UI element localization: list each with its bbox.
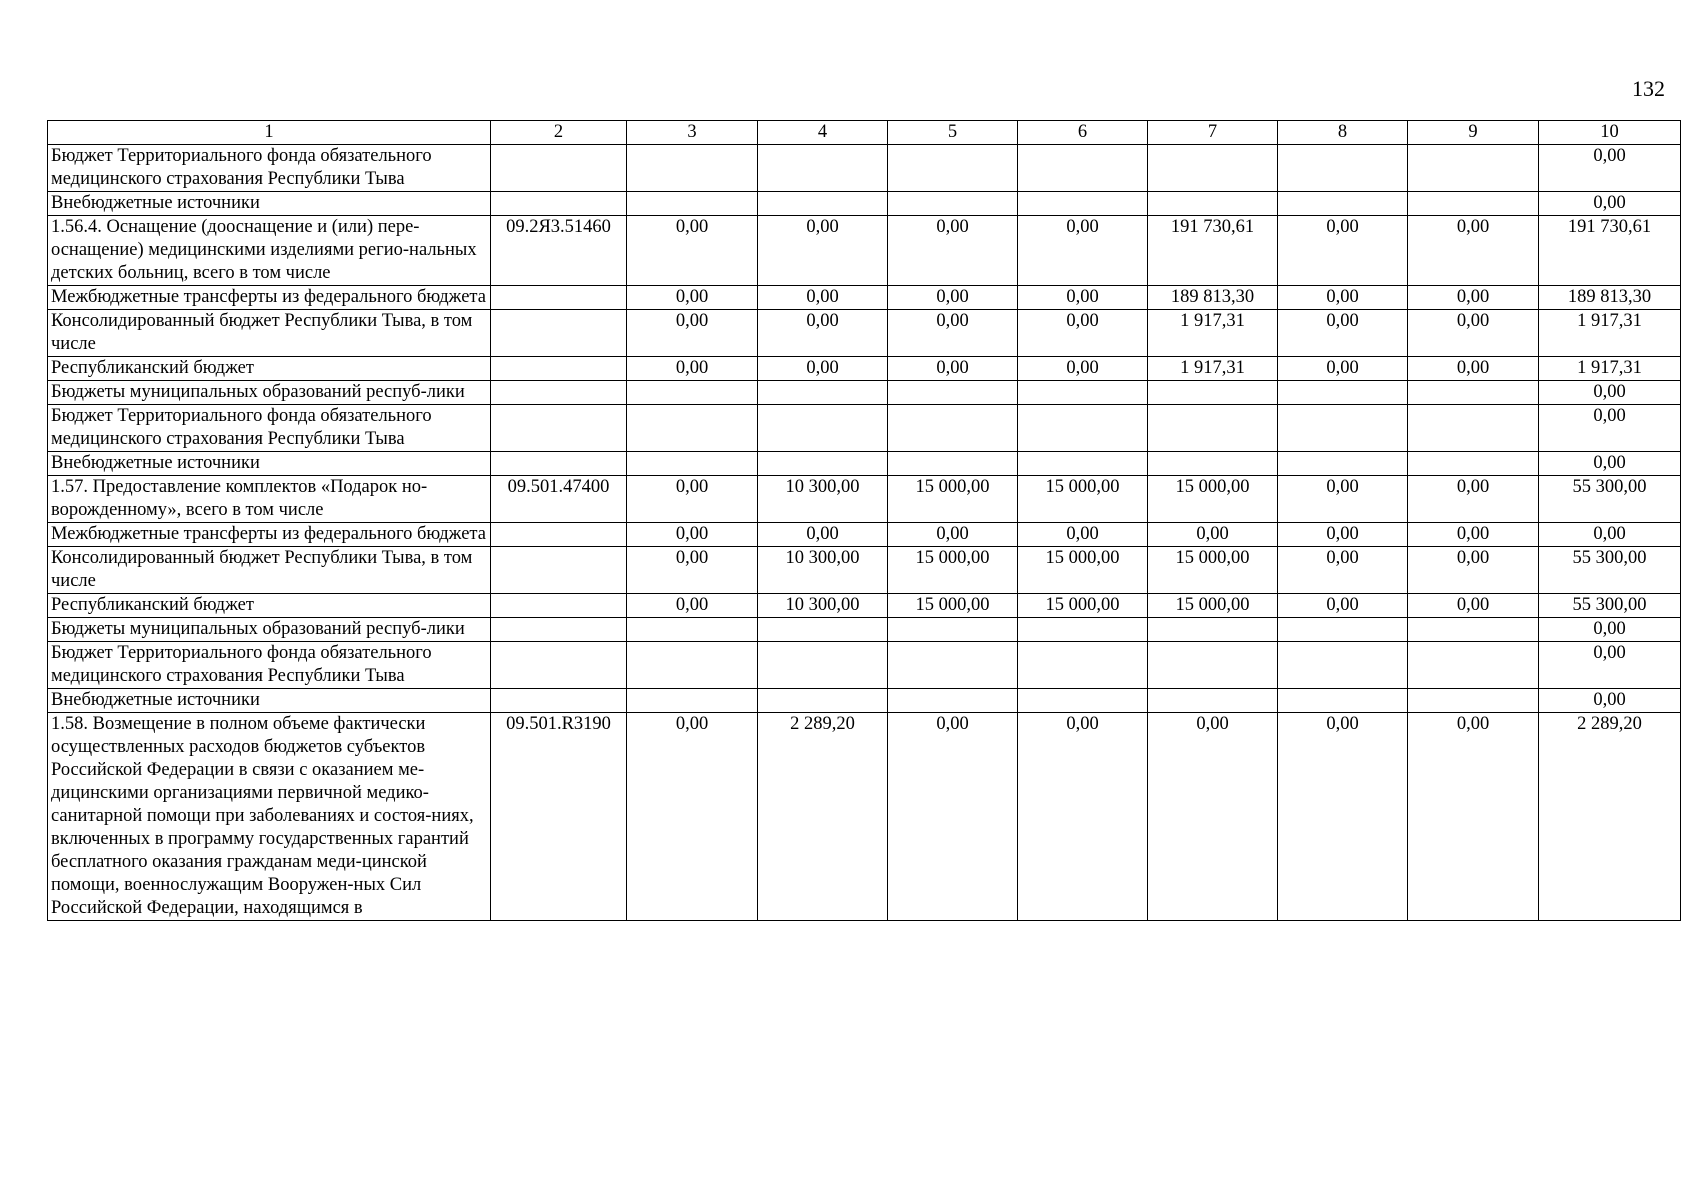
- budget-code-cell: 09.501.R3190: [491, 713, 627, 921]
- row-name-cell: Бюджет Территориального фонда обязательного медицинского страхования Республики Тыва: [48, 642, 491, 689]
- value-cell: 0,00: [1408, 216, 1539, 286]
- budget-code-cell: [491, 452, 627, 476]
- value-cell: 189 813,30: [1148, 286, 1278, 310]
- column-number-header-row: [48, 121, 1681, 145]
- total-cell: 0,00: [1539, 145, 1681, 192]
- column-header: 1: [48, 121, 491, 145]
- row-name-cell: 1.58. Возмещение в полном объеме фактически осуществленных расходов бюджетов субъектов Российской Федерации в связи с оказанием ме-дицинскими организациями первичной медико-санитарной помощи при заболеваниях и состоя-ниях, включенных в программу государственных гарантий бесплатного оказания гражданам меди-цинской помощи, военнослужащим Вооружен-ных Сил Российской Федерации, находящимся в: [48, 713, 491, 921]
- column-header: 7: [1148, 121, 1278, 145]
- budget-code-cell: [491, 405, 627, 452]
- column-header: 9: [1408, 121, 1539, 145]
- value-cell: 0,00: [1408, 594, 1539, 618]
- value-cell: [627, 192, 758, 216]
- value-cell: [1148, 618, 1278, 642]
- value-cell: [1408, 192, 1539, 216]
- table-row: [48, 689, 1681, 713]
- table-row: [48, 547, 1681, 594]
- value-cell: 0,00: [758, 523, 888, 547]
- value-cell: 0,00: [888, 713, 1018, 921]
- value-cell: 0,00: [888, 310, 1018, 357]
- value-cell: 0,00: [627, 713, 758, 921]
- value-cell: [1408, 405, 1539, 452]
- value-cell: [888, 405, 1018, 452]
- value-cell: [1018, 405, 1148, 452]
- total-cell: 189 813,30: [1539, 286, 1681, 310]
- budget-code-cell: [491, 689, 627, 713]
- value-cell: 0,00: [627, 286, 758, 310]
- budget-code-cell: [491, 594, 627, 618]
- value-cell: [1408, 452, 1539, 476]
- total-cell: 2 289,20: [1539, 713, 1681, 921]
- total-cell: 191 730,61: [1539, 216, 1681, 286]
- total-cell: 1 917,31: [1539, 357, 1681, 381]
- table-row: [48, 642, 1681, 689]
- value-cell: 15 000,00: [888, 594, 1018, 618]
- total-cell: 0,00: [1539, 689, 1681, 713]
- total-cell: 0,00: [1539, 618, 1681, 642]
- value-cell: 0,00: [758, 357, 888, 381]
- value-cell: [1408, 381, 1539, 405]
- value-cell: 0,00: [1018, 216, 1148, 286]
- budget-code-cell: [491, 642, 627, 689]
- table-row: [48, 357, 1681, 381]
- value-cell: [1408, 642, 1539, 689]
- value-cell: [627, 642, 758, 689]
- value-cell: 0,00: [1278, 523, 1408, 547]
- column-header: 4: [758, 121, 888, 145]
- value-cell: 15 000,00: [888, 476, 1018, 523]
- value-cell: [1148, 192, 1278, 216]
- table-row: [48, 145, 1681, 192]
- value-cell: [1148, 145, 1278, 192]
- value-cell: [1148, 452, 1278, 476]
- budget-code-cell: [491, 357, 627, 381]
- value-cell: [888, 145, 1018, 192]
- value-cell: 0,00: [627, 216, 758, 286]
- column-header: 3: [627, 121, 758, 145]
- value-cell: 0,00: [1018, 357, 1148, 381]
- value-cell: 0,00: [888, 523, 1018, 547]
- value-cell: [1018, 689, 1148, 713]
- column-header: 2: [491, 121, 627, 145]
- row-name-cell: 1.56.4. Оснащение (дооснащение и (или) пере-оснащение) медицинскими изделиями регио-нальных детских больниц, всего в том числе: [48, 216, 491, 286]
- value-cell: 0,00: [627, 310, 758, 357]
- column-header: 8: [1278, 121, 1408, 145]
- budget-code-cell: 09.501.47400: [491, 476, 627, 523]
- value-cell: [758, 381, 888, 405]
- row-name-cell: Внебюджетные источники: [48, 689, 491, 713]
- total-cell: 0,00: [1539, 523, 1681, 547]
- value-cell: [758, 145, 888, 192]
- value-cell: 15 000,00: [1148, 594, 1278, 618]
- column-header: 6: [1018, 121, 1148, 145]
- value-cell: 0,00: [1278, 310, 1408, 357]
- value-cell: 0,00: [1018, 310, 1148, 357]
- value-cell: [888, 689, 1018, 713]
- value-cell: 0,00: [1148, 523, 1278, 547]
- row-name-cell: Внебюджетные источники: [48, 192, 491, 216]
- value-cell: 0,00: [1278, 547, 1408, 594]
- total-cell: 0,00: [1539, 452, 1681, 476]
- value-cell: [1278, 618, 1408, 642]
- table-row: [48, 713, 1681, 921]
- value-cell: 0,00: [627, 357, 758, 381]
- table-row: [48, 594, 1681, 618]
- value-cell: 10 300,00: [758, 594, 888, 618]
- table-row: [48, 192, 1681, 216]
- budget-code-cell: [491, 310, 627, 357]
- value-cell: 0,00: [1408, 547, 1539, 594]
- value-cell: 0,00: [627, 476, 758, 523]
- value-cell: 0,00: [1408, 310, 1539, 357]
- value-cell: 2 289,20: [758, 713, 888, 921]
- value-cell: [1148, 689, 1278, 713]
- value-cell: 0,00: [888, 216, 1018, 286]
- table-row: [48, 381, 1681, 405]
- total-cell: 55 300,00: [1539, 547, 1681, 594]
- page-number: 132: [1632, 76, 1665, 101]
- value-cell: 0,00: [1408, 476, 1539, 523]
- value-cell: 0,00: [888, 286, 1018, 310]
- row-name-cell: Республиканский бюджет: [48, 594, 491, 618]
- value-cell: 0,00: [627, 547, 758, 594]
- value-cell: 10 300,00: [758, 476, 888, 523]
- row-name-cell: Бюджет Территориального фонда обязательного медицинского страхования Республики Тыва: [48, 405, 491, 452]
- value-cell: [888, 642, 1018, 689]
- value-cell: [1278, 192, 1408, 216]
- value-cell: [758, 192, 888, 216]
- value-cell: 10 300,00: [758, 547, 888, 594]
- value-cell: 0,00: [1278, 357, 1408, 381]
- table-row: [48, 452, 1681, 476]
- value-cell: 0,00: [1278, 594, 1408, 618]
- value-cell: 1 917,31: [1148, 310, 1278, 357]
- row-name-cell: Межбюджетные трансферты из федерального бюджета: [48, 523, 491, 547]
- value-cell: [1018, 145, 1148, 192]
- value-cell: 0,00: [627, 523, 758, 547]
- value-cell: [627, 381, 758, 405]
- value-cell: 15 000,00: [1148, 547, 1278, 594]
- value-cell: [1018, 452, 1148, 476]
- total-cell: 1 917,31: [1539, 310, 1681, 357]
- value-cell: 0,00: [1018, 523, 1148, 547]
- total-cell: 0,00: [1539, 381, 1681, 405]
- value-cell: 15 000,00: [1018, 547, 1148, 594]
- value-cell: 0,00: [1018, 286, 1148, 310]
- total-cell: 55 300,00: [1539, 476, 1681, 523]
- value-cell: [1278, 381, 1408, 405]
- total-cell: 0,00: [1539, 642, 1681, 689]
- column-header: 10: [1539, 121, 1681, 145]
- value-cell: 0,00: [1018, 713, 1148, 921]
- value-cell: 0,00: [1278, 476, 1408, 523]
- total-cell: 0,00: [1539, 192, 1681, 216]
- value-cell: [1148, 642, 1278, 689]
- value-cell: 0,00: [1408, 713, 1539, 921]
- value-cell: [1018, 192, 1148, 216]
- value-cell: 15 000,00: [1018, 476, 1148, 523]
- row-name-cell: Бюджеты муниципальных образований респуб-лики: [48, 381, 491, 405]
- value-cell: [888, 618, 1018, 642]
- budget-code-cell: [491, 145, 627, 192]
- value-cell: 0,00: [758, 216, 888, 286]
- budget-code-cell: [491, 381, 627, 405]
- value-cell: [1018, 618, 1148, 642]
- budget-code-cell: 09.2Я3.51460: [491, 216, 627, 286]
- column-header: 5: [888, 121, 1018, 145]
- value-cell: [1278, 145, 1408, 192]
- value-cell: 1 917,31: [1148, 357, 1278, 381]
- value-cell: [627, 145, 758, 192]
- row-name-cell: Внебюджетные источники: [48, 452, 491, 476]
- value-cell: [627, 689, 758, 713]
- value-cell: [627, 452, 758, 476]
- value-cell: 0,00: [627, 594, 758, 618]
- value-cell: [1278, 689, 1408, 713]
- value-cell: [1018, 642, 1148, 689]
- row-name-cell: Бюджеты муниципальных образований респуб-лики: [48, 618, 491, 642]
- total-cell: 0,00: [1539, 405, 1681, 452]
- value-cell: [758, 689, 888, 713]
- value-cell: 191 730,61: [1148, 216, 1278, 286]
- value-cell: [888, 381, 1018, 405]
- budget-code-cell: [491, 618, 627, 642]
- row-name-cell: 1.57. Предоставление комплектов «Подарок но-ворожденному», всего в том числе: [48, 476, 491, 523]
- value-cell: 15 000,00: [1018, 594, 1148, 618]
- value-cell: [1278, 405, 1408, 452]
- table-row: [48, 618, 1681, 642]
- budget-code-cell: [491, 286, 627, 310]
- value-cell: 0,00: [1148, 713, 1278, 921]
- value-cell: [1408, 618, 1539, 642]
- value-cell: [758, 405, 888, 452]
- budget-code-cell: [491, 547, 627, 594]
- table-row: [48, 286, 1681, 310]
- value-cell: 0,00: [1278, 713, 1408, 921]
- value-cell: [627, 618, 758, 642]
- budget-table: [47, 120, 1681, 921]
- value-cell: [758, 618, 888, 642]
- value-cell: 0,00: [1278, 286, 1408, 310]
- value-cell: [627, 405, 758, 452]
- budget-code-cell: [491, 523, 627, 547]
- value-cell: 0,00: [1278, 216, 1408, 286]
- value-cell: 0,00: [1408, 357, 1539, 381]
- value-cell: [1148, 381, 1278, 405]
- value-cell: [1278, 642, 1408, 689]
- value-cell: 0,00: [758, 286, 888, 310]
- value-cell: 15 000,00: [1148, 476, 1278, 523]
- value-cell: [1278, 452, 1408, 476]
- value-cell: 0,00: [1408, 286, 1539, 310]
- row-name-cell: Консолидированный бюджет Республики Тыва, в том числе: [48, 310, 491, 357]
- value-cell: [888, 452, 1018, 476]
- value-cell: 0,00: [888, 357, 1018, 381]
- table-row: [48, 216, 1681, 286]
- row-name-cell: Республиканский бюджет: [48, 357, 491, 381]
- table-row: [48, 405, 1681, 452]
- value-cell: 0,00: [1408, 523, 1539, 547]
- row-name-cell: Межбюджетные трансферты из федерального бюджета: [48, 286, 491, 310]
- value-cell: [1018, 381, 1148, 405]
- value-cell: [1148, 405, 1278, 452]
- value-cell: 15 000,00: [888, 547, 1018, 594]
- table-row: [48, 310, 1681, 357]
- value-cell: [758, 642, 888, 689]
- value-cell: [888, 192, 1018, 216]
- row-name-cell: Консолидированный бюджет Республики Тыва, в том числе: [48, 547, 491, 594]
- table-row: [48, 523, 1681, 547]
- value-cell: [1408, 689, 1539, 713]
- total-cell: 55 300,00: [1539, 594, 1681, 618]
- row-name-cell: Бюджет Территориального фонда обязательного медицинского страхования Республики Тыва: [48, 145, 491, 192]
- value-cell: [1408, 145, 1539, 192]
- value-cell: [758, 452, 888, 476]
- table-row: [48, 476, 1681, 523]
- budget-code-cell: [491, 192, 627, 216]
- value-cell: 0,00: [758, 310, 888, 357]
